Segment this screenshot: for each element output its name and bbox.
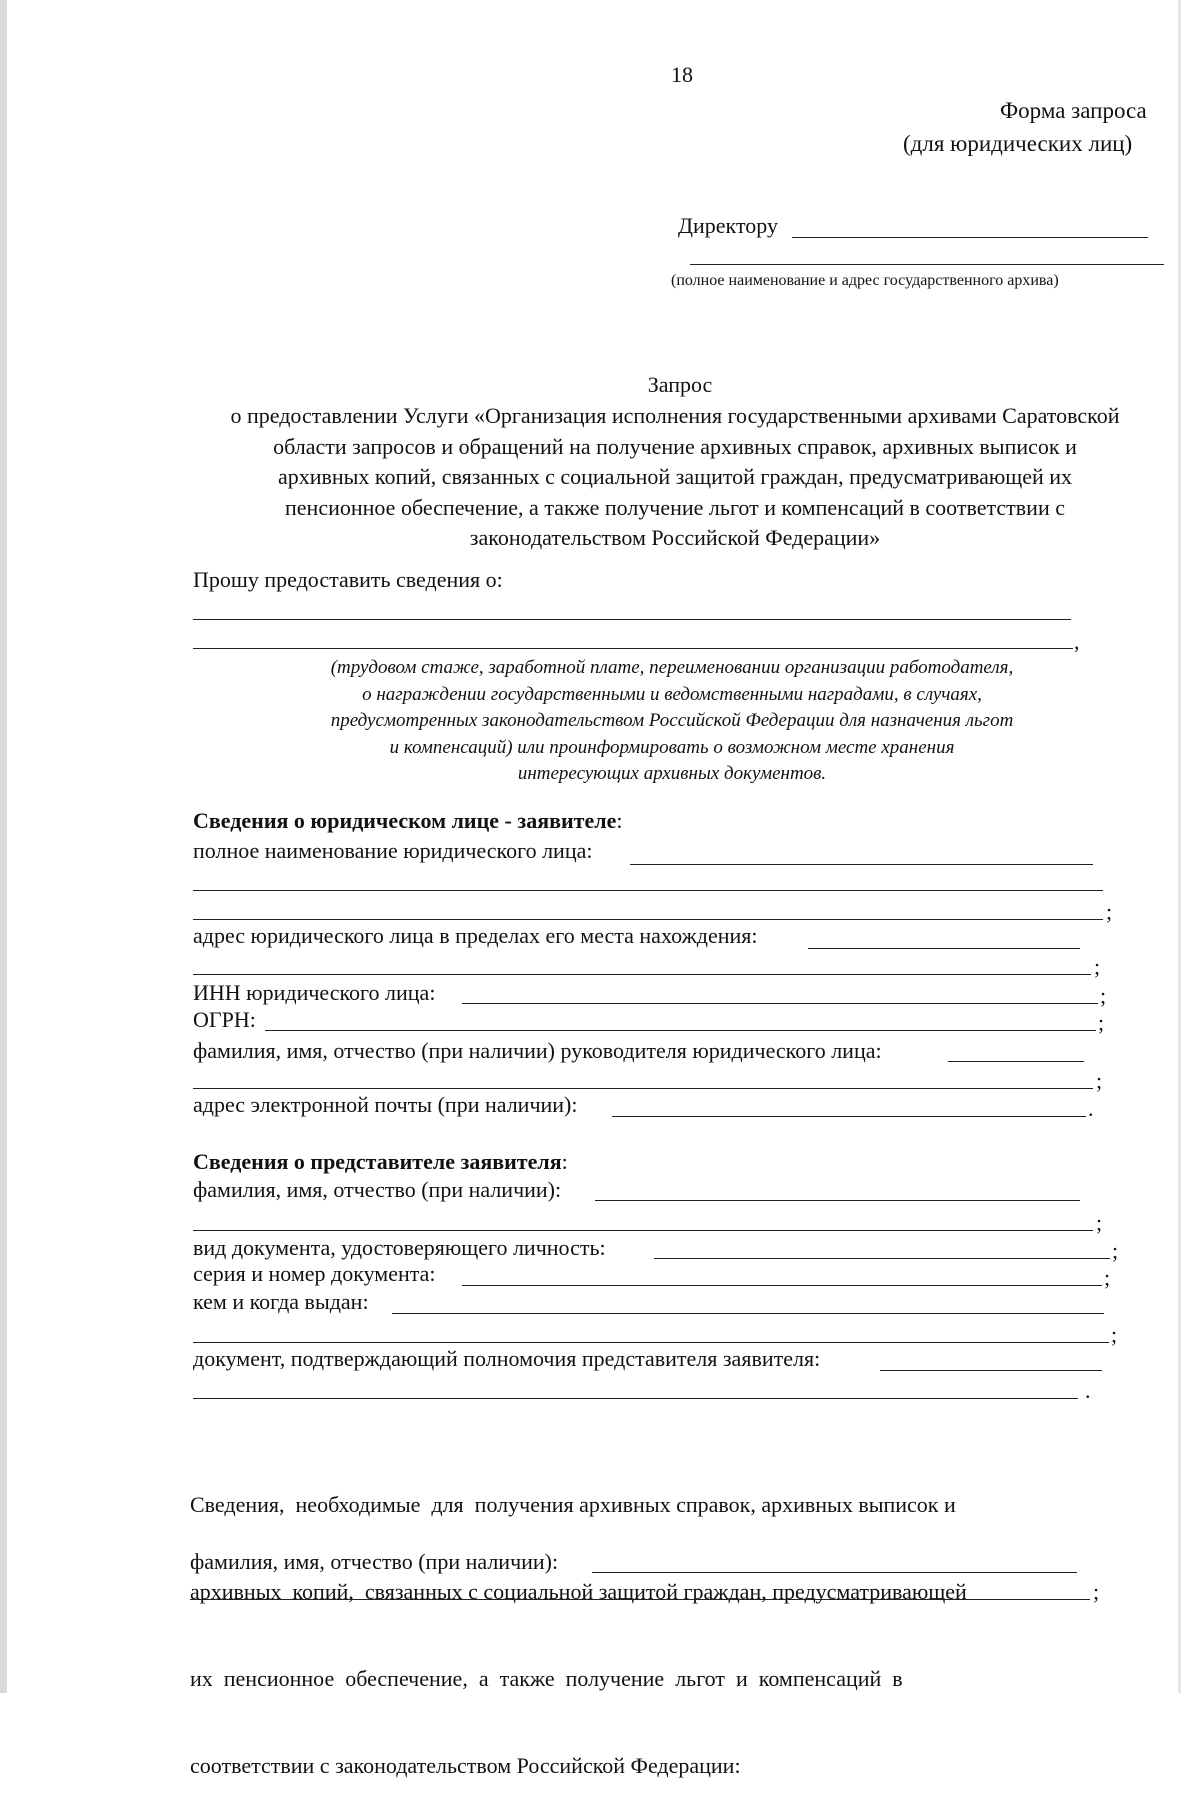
- required-info-line: архивных копий, связанных с социальной защитой граждан, предусматривающей: [190, 1579, 967, 1604]
- inn-label: ИНН юридического лица:: [193, 980, 436, 1005]
- rep-authority-doc-label: документ, подтверждающий полномочия представителя заявителя:: [193, 1346, 821, 1371]
- inn-line[interactable]: [462, 1003, 1098, 1004]
- scan-left-edge: [0, 0, 7, 1693]
- rep-issued-by-line-2[interactable]: [193, 1342, 1109, 1343]
- legal-full-name-line-3[interactable]: [193, 919, 1103, 920]
- legal-full-name-label: полное наименование юридического лица:: [193, 838, 593, 863]
- addressee-line-2[interactable]: [690, 264, 1164, 265]
- semicolon: ;: [1106, 899, 1113, 924]
- ask-comma: ,: [1074, 629, 1080, 654]
- rep-authority-doc-line-1[interactable]: [880, 1370, 1102, 1371]
- semicolon: ;: [1112, 1238, 1119, 1263]
- request-line: пенсионное обеспечение, а также получение льгот и компенсаций в соответствии с: [285, 494, 1065, 520]
- request-title: Запрос: [647, 372, 713, 397]
- scan-right-edge: [1178, 0, 1181, 1693]
- representative-heading: Сведения о представителе заявителя:: [193, 1149, 568, 1174]
- ask-hint-line: (трудовом стаже, заработной плате, переименовании организации работодателя,: [330, 657, 1014, 678]
- rep-authority-doc-line-2[interactable]: [193, 1398, 1078, 1399]
- request-line: о предоставлении Услуги «Организация исполнения государственными архивами Саратовской: [230, 403, 1120, 428]
- request-text: [190, 401, 1160, 554]
- semicolon: ;: [1096, 1068, 1103, 1093]
- form-subtitle: (для юридических лиц): [903, 131, 1133, 156]
- ask-line-2[interactable]: [193, 648, 1073, 649]
- ogrn-label: ОГРН:: [193, 1007, 256, 1032]
- required-info-text: [190, 1432, 967, 1809]
- addressee-label: Директору: [678, 213, 778, 238]
- rep-issued-by-label: кем и когда выдан:: [193, 1289, 369, 1314]
- request-line: законодательством Российской Федерации»: [469, 525, 881, 550]
- request-line: архивных копий, связанных с социальной защитой граждан, предусматривающей их: [277, 464, 1073, 489]
- rep-doc-number-label: серия и номер документа:: [193, 1261, 436, 1286]
- semicolon: ;: [1104, 1265, 1111, 1290]
- legal-full-name-line-1[interactable]: [630, 864, 1093, 865]
- ask-hint: [262, 655, 1082, 788]
- required-info-line: их пенсионное обеспечение, а также получение льгот и компенсаций в: [190, 1666, 903, 1691]
- addressee-caption: (полное наименование и адрес государственного архива): [671, 272, 1059, 289]
- page-number: 18: [671, 62, 693, 87]
- legal-address-line-1[interactable]: [808, 948, 1080, 949]
- form-title: Форма запроса: [1000, 98, 1147, 123]
- rep-name-line-1[interactable]: [595, 1200, 1080, 1201]
- semicolon: ;: [1096, 1210, 1103, 1235]
- head-name-line-2[interactable]: [193, 1088, 1093, 1089]
- rep-doc-number-line[interactable]: [462, 1285, 1102, 1286]
- rep-name-line-2[interactable]: [193, 1230, 1093, 1231]
- email-label: адрес электронной почты (при наличии):: [193, 1092, 578, 1117]
- semicolon: ;: [1111, 1322, 1118, 1347]
- legal-address-label: адрес юридического лица в пределах его места нахождения:: [193, 923, 758, 948]
- ask-label: Прошу предоставить сведения о:: [193, 567, 503, 592]
- required-name-line-1[interactable]: [592, 1572, 1077, 1573]
- semicolon: ;: [1094, 954, 1101, 979]
- required-info-line: Сведения, необходимые для получения архивных справок, архивных выписок и: [190, 1492, 956, 1517]
- rep-id-doc-line[interactable]: [654, 1258, 1110, 1259]
- ask-hint-line: и компенсаций) или проинформировать о возможном месте хранения: [389, 736, 955, 758]
- legal-address-line-2[interactable]: [193, 974, 1091, 975]
- ogrn-line[interactable]: [265, 1030, 1096, 1031]
- email-line[interactable]: [612, 1116, 1086, 1117]
- required-name-label: фамилия, имя, отчество (при наличии):: [190, 1549, 559, 1574]
- addressee-line-1[interactable]: [792, 237, 1148, 238]
- period: .: [1085, 1378, 1091, 1403]
- ask-hint-line: интересующих архивных документов.: [517, 763, 827, 784]
- ask-hint-line: о награждении государственными и ведомственными наградами, в случаях,: [362, 683, 982, 705]
- rep-name-label: фамилия, имя, отчество (при наличии):: [193, 1177, 562, 1202]
- required-info-line: соответствии с законодательством Российской Федерации:: [190, 1753, 741, 1778]
- head-name-line-1[interactable]: [948, 1061, 1084, 1062]
- period: .: [1088, 1096, 1094, 1121]
- ask-line-1[interactable]: [193, 619, 1071, 620]
- rep-id-doc-label: вид документа, удостоверяющего личность:: [193, 1235, 606, 1260]
- legal-entity-heading: Сведения о юридическом лице - заявителе:: [193, 808, 623, 833]
- request-line: области запросов и обращений на получение архивных справок, архивных выписок и: [273, 433, 1077, 459]
- semicolon: ;: [1098, 1010, 1105, 1035]
- ask-hint-line: предусмотренных законодательством Российской Федерации для назначения льгот: [330, 710, 1014, 731]
- legal-full-name-line-2[interactable]: [193, 890, 1103, 891]
- required-name-line-2[interactable]: [190, 1599, 1090, 1600]
- semicolon: ;: [1100, 983, 1107, 1008]
- semicolon: ;: [1093, 1579, 1100, 1604]
- rep-issued-by-line-1[interactable]: [392, 1313, 1104, 1314]
- head-name-label: фамилия, имя, отчество (при наличии) руководителя юридического лица:: [193, 1038, 882, 1063]
